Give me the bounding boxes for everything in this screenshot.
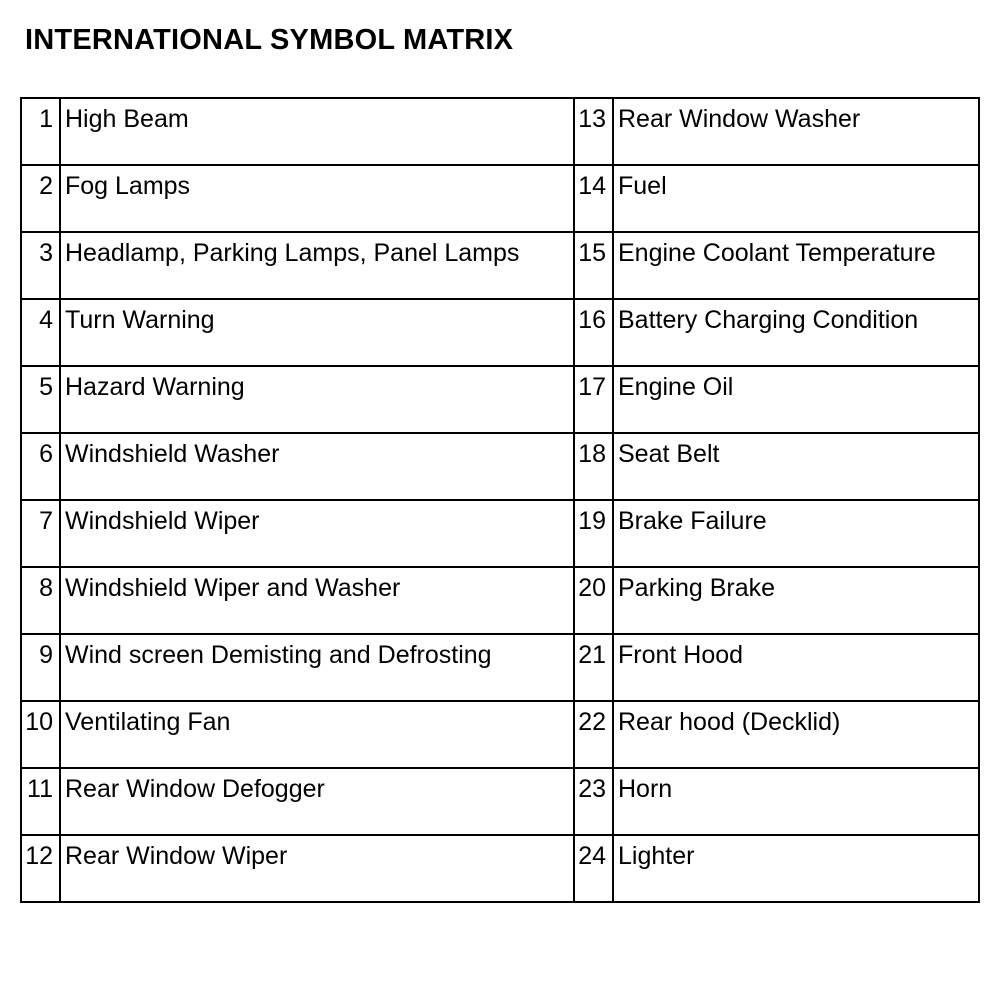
symbol-name: Rear Window Wiper xyxy=(60,835,574,902)
symbol-number: 15 xyxy=(574,232,613,299)
symbol-name: Wind screen Demisting and Defrosting xyxy=(60,634,574,701)
symbol-name: Battery Charging Condition xyxy=(613,299,979,366)
table-row xyxy=(21,165,979,232)
symbol-number: 16 xyxy=(574,299,613,366)
table-row xyxy=(21,299,979,366)
table-row xyxy=(21,232,979,299)
symbol-number: 19 xyxy=(574,500,613,567)
symbol-number: 10 xyxy=(21,701,60,768)
symbol-name: Headlamp, Parking Lamps, Panel Lamps xyxy=(60,232,574,299)
symbol-number: 24 xyxy=(574,835,613,902)
table-row xyxy=(21,634,979,701)
symbol-name: Windshield Wiper and Washer xyxy=(60,567,574,634)
symbol-name: Rear hood (Decklid) xyxy=(613,701,979,768)
symbol-name: Lighter xyxy=(613,835,979,902)
symbol-name: Parking Brake xyxy=(613,567,979,634)
symbol-number: 12 xyxy=(21,835,60,902)
symbol-number: 18 xyxy=(574,433,613,500)
symbol-number: 21 xyxy=(574,634,613,701)
symbol-number: 6 xyxy=(21,433,60,500)
symbol-name: Fog Lamps xyxy=(60,165,574,232)
symbol-number: 20 xyxy=(574,567,613,634)
table-row xyxy=(21,433,979,500)
table-row xyxy=(21,701,979,768)
symbol-number: 13 xyxy=(574,98,613,165)
symbol-number: 17 xyxy=(574,366,613,433)
table-row xyxy=(21,98,979,165)
symbol-number: 3 xyxy=(21,232,60,299)
symbol-number: 22 xyxy=(574,701,613,768)
symbol-number: 9 xyxy=(21,634,60,701)
page-title: INTERNATIONAL SYMBOL MATRIX xyxy=(25,24,514,56)
symbol-name: Windshield Washer xyxy=(60,433,574,500)
symbol-name: Windshield Wiper xyxy=(60,500,574,567)
symbol-name: Engine Coolant Temperature xyxy=(613,232,979,299)
symbol-matrix-table xyxy=(20,97,980,903)
symbol-name: Turn Warning xyxy=(60,299,574,366)
symbol-name: Hazard Warning xyxy=(60,366,574,433)
table-row xyxy=(21,500,979,567)
symbol-number: 8 xyxy=(21,567,60,634)
table-row xyxy=(21,366,979,433)
symbol-number: 1 xyxy=(21,98,60,165)
symbol-name: Horn xyxy=(613,768,979,835)
symbol-name: Engine Oil xyxy=(613,366,979,433)
symbol-number: 5 xyxy=(21,366,60,433)
symbol-name: Rear Window Washer xyxy=(613,98,979,165)
table-row xyxy=(21,835,979,902)
table-row xyxy=(21,768,979,835)
symbol-name: Seat Belt xyxy=(613,433,979,500)
symbol-name: Rear Window Defogger xyxy=(60,768,574,835)
symbol-number: 2 xyxy=(21,165,60,232)
symbol-matrix-body xyxy=(21,98,979,902)
symbol-number: 4 xyxy=(21,299,60,366)
table-row xyxy=(21,567,979,634)
symbol-name: Fuel xyxy=(613,165,979,232)
symbol-name: Brake Failure xyxy=(613,500,979,567)
symbol-number: 23 xyxy=(574,768,613,835)
symbol-name: Front Hood xyxy=(613,634,979,701)
symbol-number: 14 xyxy=(574,165,613,232)
symbol-number: 7 xyxy=(21,500,60,567)
symbol-name: High Beam xyxy=(60,98,574,165)
symbol-name: Ventilating Fan xyxy=(60,701,574,768)
symbol-number: 11 xyxy=(21,768,60,835)
